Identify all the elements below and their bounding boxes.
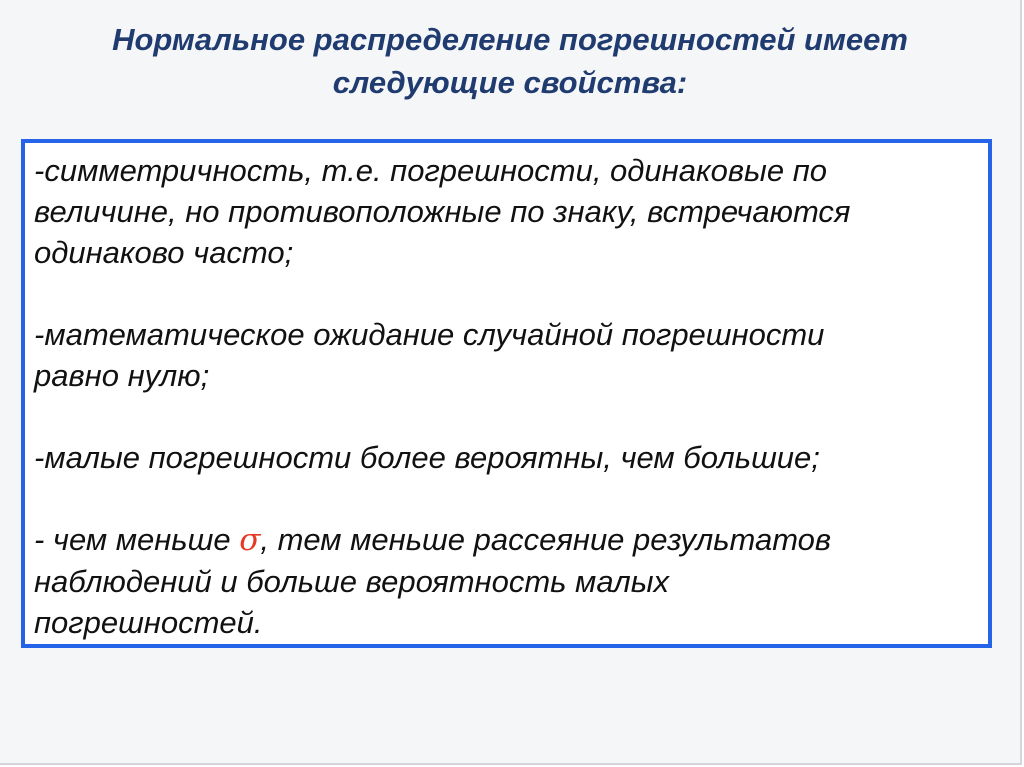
- property-sigma-text-before: - чем меньше: [34, 522, 240, 557]
- property-sigma-text-after: , тем меньше рассеяние результатов: [260, 522, 832, 557]
- property-sigma-line-2: наблюдений и больше вероятность малых: [34, 564, 670, 599]
- property-symmetry-line-1: -симметричность, т.е. погрешности, одинаковые по: [34, 153, 827, 188]
- property-symmetry-line-3: одинаково часто;: [34, 235, 294, 270]
- property-expectation-line-2: равно нулю;: [34, 358, 210, 393]
- slide-title: [40, 18, 980, 104]
- slide-title-line-2: следующие свойства:: [332, 65, 688, 100]
- property-sigma: [34, 519, 964, 643]
- slide-title-line-1: Нормальное распределение погрешностей имеет: [112, 22, 908, 57]
- property-symmetry-line-2: величине, но противоположные по знаку, встречаются: [34, 194, 851, 229]
- property-small-errors: [34, 437, 964, 478]
- sigma-symbol: σ: [239, 522, 261, 558]
- property-symmetry: [34, 150, 964, 273]
- property-expectation: [34, 314, 964, 396]
- property-sigma-line-1: [34, 519, 964, 561]
- property-expectation-line-1: -математическое ожидание случайной погрешности: [34, 317, 825, 352]
- property-sigma-line-3: погрешностей.: [34, 605, 263, 640]
- property-small-errors-line-1: -малые погрешности более вероятны, чем большие;: [34, 440, 820, 475]
- properties-list: [34, 150, 964, 684]
